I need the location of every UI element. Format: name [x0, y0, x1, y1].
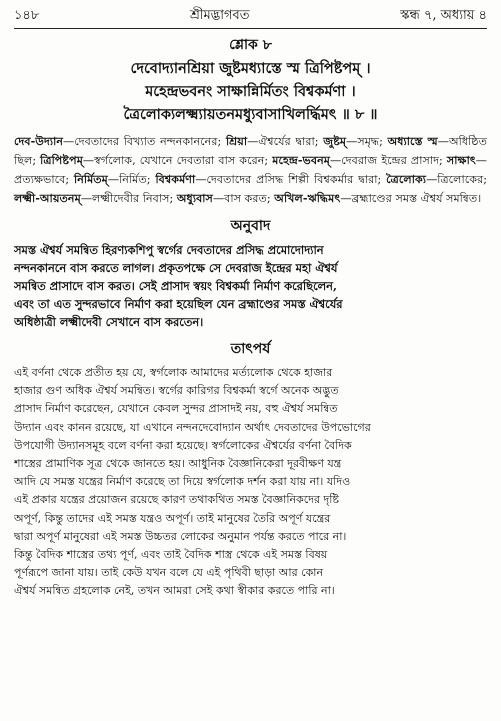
synonym-meaning: —লক্ষ্মীদেবীর নিবাস; [80, 192, 177, 205]
canto-chapter: স্কন্ধ ৭, অধ্যায় ৪ [400, 7, 487, 23]
verse-line: ত্রৈলোক্যলক্ষ্ম্যায়তনমধ্যুবাসাখিলর্দ্ধিমৎ ॥ ৮ ॥ [123, 106, 378, 123]
synonym-term: ত্রৈলোক্য [386, 172, 427, 186]
synonym-meaning: —ত্রিলোকের; [426, 173, 487, 186]
purport-line: দ্বারা অপূর্ণ মানুষেরা এই সমস্ত উচ্চতর লোকের অনুমান পর্যন্ত করতে পারে না। [14, 529, 347, 543]
synonym-term: নির্মিতম্ [74, 172, 108, 186]
purport-line: শাস্ত্রের প্রামাণিক সূত্র থেকে জানতে হয়। আধুনিক বৈজ্ঞানিকেরা দূরবীক্ষণ যন্ত্র [14, 457, 342, 471]
purport-line: হাজার গুণ অধিক ঐশ্বর্য সমন্বিত। স্বর্গের কারিগর বিশ্বকর্মা স্বর্গে অনেক অদ্ভুত [14, 384, 339, 398]
translation-line: সমন্বিত প্রাসাদে বাস করত। সেই প্রাসাদ স্বয়ং বিশ্বকর্মা নির্মাণ করেছিলেন, [14, 279, 337, 293]
purport-line: ঐশ্বর্য সমন্বিত গ্রহলোক নেই, তখন আমরা সেই কথা স্বীকার করতে পারি না। [14, 584, 335, 598]
synonym-meaning: —দেবতাদের বিখ্যাত নন্দনকাননের; [63, 135, 226, 148]
synonym-meaning: —বাস করত; [212, 192, 275, 205]
synonym-meaning: —দেবতাদের প্রসিদ্ধ শিল্পী বিশ্বকর্মার দ্বারা; [195, 173, 387, 186]
synonym-meaning: —ব্রহ্মাণ্ডের সমস্ত ঐশ্বর্য সমন্বিত। [340, 192, 482, 205]
synonym-term: অখিল-ঋদ্ধিমৎ [274, 191, 341, 205]
synonym-term: অধ্যুবাস [176, 191, 213, 205]
translation-heading: অনুবাদ [230, 218, 271, 234]
synonym-term: সাক্ষাৎ [446, 153, 476, 167]
purport-line: এই প্রকার যন্ত্রের প্রয়োজন রয়েছে কারণ তথাকথিত সমস্ত বৈজ্ঞানিকদের দৃষ্টি [14, 493, 340, 507]
header-divider [14, 28, 487, 29]
purport-line: উপযোগী উদ্যানসমূহ বলে বর্ণনা করা হয়েছে। স্বর্গলোকের ঐশ্বর্যের বর্ণনা বৈদিক [14, 438, 352, 452]
purport-line: আদি যে সমস্ত যন্ত্রের নির্মাণ করেছে তা দিয়ে স্বর্গলোক দর্শন করা যায় না। যদিও [14, 475, 351, 489]
purport-heading: তাৎপর্য [230, 341, 271, 357]
synonym-term: ত্রিপিষ্টপম্ [40, 153, 83, 167]
synonym-meaning: —দেবরাজ ইন্দ্রের প্রাসাদ; [330, 154, 447, 167]
translation-text [14, 241, 487, 331]
synonym-meaning: —সমৃদ্ধ; [346, 135, 388, 148]
page-number: ১৪৮ [14, 7, 40, 23]
synonym-term: শ্রিয়া [225, 134, 248, 148]
page-header [14, 6, 487, 26]
translation-line: এবং তা এত সুন্দরভাবে নির্মাণ করা হয়েছিল যেন ব্রহ্মাণ্ডের সমস্ত ঐশ্বর্যের [14, 297, 343, 311]
purport-text [14, 364, 487, 601]
synonym-meaning: —প্রত্যক্ষভাবে; [14, 154, 487, 186]
translation-line: নন্দনকাননে বাস করতে লাগল। প্রকৃতপক্ষে সে দেবরাজ ইন্দ্রের মহা ঐশ্বর্য [14, 261, 338, 275]
verse-text [14, 57, 487, 126]
verse-line: দেবোদ্যানশ্রিয়া জুষ্টমধ্যাস্তে স্ম ত্রিপিষ্টপম্ । [130, 60, 371, 77]
synonym-term: বিশ্বকর্মণা [155, 172, 196, 186]
synonym-term: দেব-উদ্যান [14, 134, 64, 148]
synonym-term: অধ্যাস্তে স্ম [387, 134, 438, 148]
translation-line: সমস্ত ঐশ্বর্য সমন্বিত হিরণ্যকশিপু স্বর্গের দেবতাদের প্রসিদ্ধ প্রমোদোদ্যান [14, 243, 324, 257]
verse-label: শ্লোক ৮ [229, 37, 272, 53]
synonym-meaning: —ঐশ্বর্যের দ্বারা; [247, 135, 324, 148]
synonym-meaning: —স্বর্গলোক, যেখানে দেবতারা বাস করেন; [82, 154, 273, 167]
synonym-meaning: —নির্মিত; [107, 173, 156, 186]
synonym-term: মহেন্দ্র-ভবনম্ [272, 153, 331, 167]
purport-line: উদ্যান এবং কানন রয়েছে, যা এখানে নন্দনদেবোদ্যান অর্থাৎ দেবতাদের উপভোগের [14, 420, 371, 434]
purport-line: অপূর্ণ, কিন্তু তাদের এই সমস্ত যন্ত্রও অপূর্ণ। তাই মানুষের তৈরি অপূর্ণ যন্ত্রের [14, 511, 331, 525]
synonym-term: লক্ষ্মী-আয়তনম্ [14, 191, 81, 205]
synonym-term: জুষ্টম্ [323, 134, 347, 148]
purport-line: প্রাসাদ নির্মাণ করেছেন, যেখানে কেবল সুন্দর প্রাসাদই নয়, বহু ঐশ্বর্য সমন্বিত [14, 402, 338, 416]
verse-line: মহেন্দ্রভবনং সাক্ষান্নির্মিতং বিশ্বকর্মণা । [145, 83, 356, 100]
purport-line: পূর্ণরূপে জানা যায়। তাই কেউ যখন বলে যে এই পৃথিবী ছাড়া আর কোন [14, 566, 324, 580]
word-meanings [14, 132, 487, 208]
synonym-meaning: —অধিষ্ঠিত ছিল; [14, 135, 487, 167]
purport-line: এই বর্ণনা থেকে প্রতীত হয় যে, স্বর্গলোক আমাদের মর্ত্যলোক থেকে হাজার [14, 366, 333, 379]
translation-line: অধিষ্ঠাত্রী লক্ষ্মীদেবী সেখানে বাস করতেন। [14, 315, 204, 329]
book-title: শ্রীমদ্ভাগবত [189, 7, 250, 23]
purport-line: কিন্তু বৈদিক শাস্ত্রের তথ্য পূর্ণ, এবং তাই বৈদিক শাস্ত্র থেকে এই সমস্ত বিষয় [14, 548, 328, 562]
